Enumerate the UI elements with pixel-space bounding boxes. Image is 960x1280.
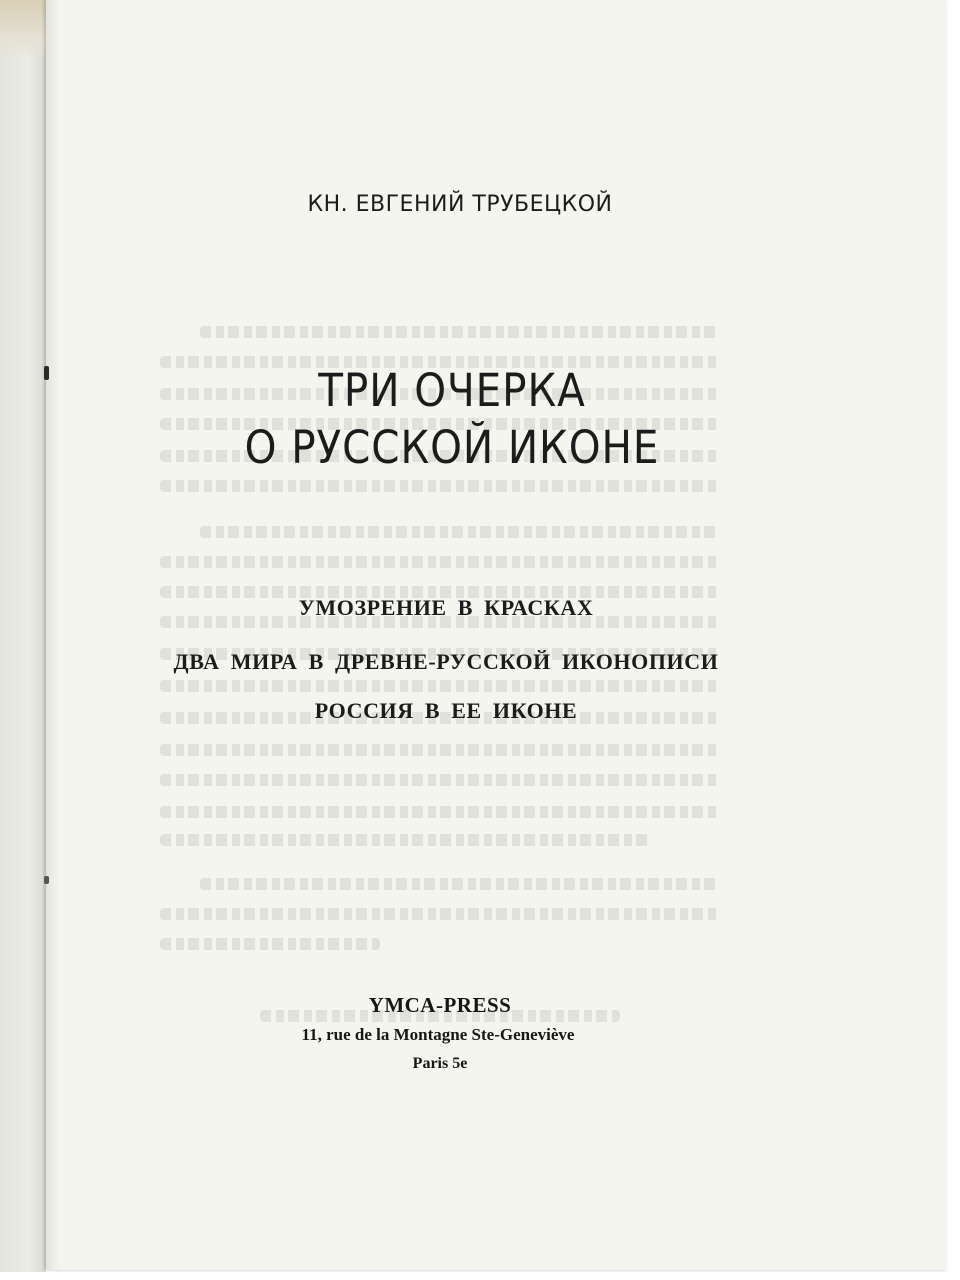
page-gutter-shadow xyxy=(46,0,60,1270)
book-title-line-2: О РУССКОЙ ИКОНЕ xyxy=(244,421,660,474)
essay-title-3: РОССИЯ В ЕЕ ИКОНЕ xyxy=(314,698,578,723)
binding-thread-mark xyxy=(44,876,49,884)
book-title-line-1: ТРИ ОЧЕРКА xyxy=(318,364,586,417)
back-cover-edge xyxy=(0,0,46,1272)
essay-title-1: УМОЗРЕНИЕ В КРАСКАХ xyxy=(298,595,594,620)
publisher-name: YMCA-PRESS xyxy=(368,993,512,1017)
publisher-address: 11, rue de la Montagne Ste-Geneviève xyxy=(301,1025,575,1044)
publisher-city: Paris 5e xyxy=(412,1055,468,1072)
essay-title-2: ДВА МИРА В ДРЕВНЕ-РУССКОЙ ИКОНОПИСИ xyxy=(173,649,719,674)
title-page xyxy=(46,0,946,1270)
cover-wear-mark xyxy=(0,0,48,60)
author-name: КН. ЕВГЕНИЙ ТРУБЕЦКОЙ xyxy=(307,192,613,217)
